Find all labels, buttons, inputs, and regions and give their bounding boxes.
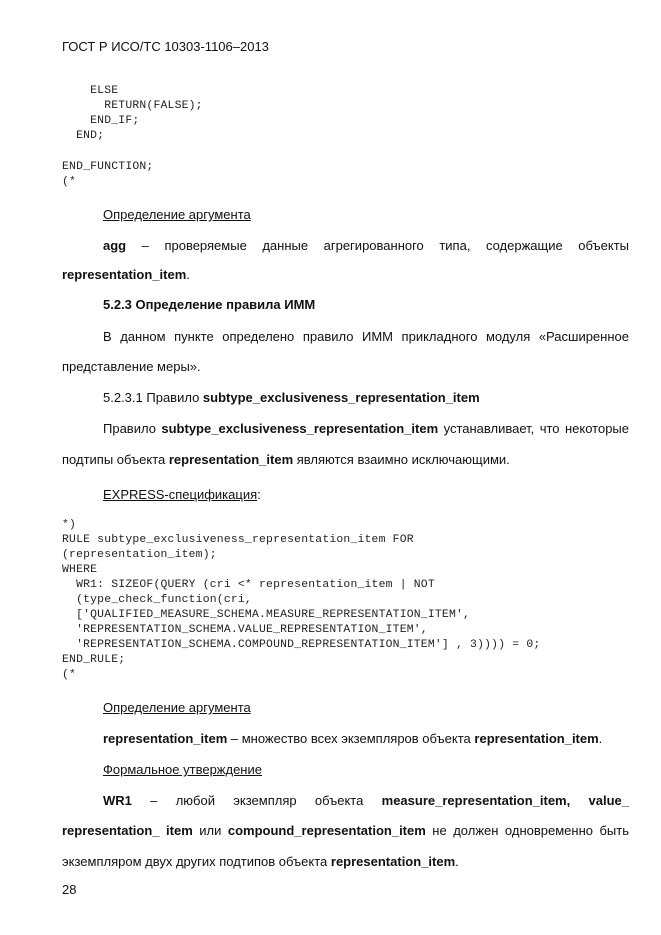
argument-definition-continuation (62, 267, 190, 282)
punctuation: . (598, 731, 603, 746)
term-compound-representation-item: compound_representation_item (227, 823, 426, 838)
code-line: *) (62, 519, 77, 531)
code-line: (representation_item); (62, 549, 217, 561)
term-representation-item: representation_item (103, 731, 228, 746)
section-text-line: представление меры». (62, 359, 201, 374)
rule-heading-5-2-3-1 (103, 390, 480, 405)
rule-text-line (103, 421, 629, 436)
term-wr1: WR1 (103, 793, 132, 808)
page-number: 28 (62, 882, 77, 897)
code-line: ['QUALIFIED_MEASURE_SCHEMA.MEASURE_REPRESENTATION_ITEM', (62, 609, 471, 621)
code-line: (* (62, 176, 77, 188)
term-representation-item: representation_ item (62, 823, 193, 838)
word: объекта (314, 793, 364, 808)
rule-name: subtype_exclusiveness_representation_item (202, 390, 480, 405)
text: или (192, 823, 228, 838)
code-line: END_FUNCTION; (62, 161, 154, 173)
code-line: ELSE (62, 85, 119, 97)
term-representation-item: representation_item (330, 854, 456, 869)
argument-definition-text (103, 238, 629, 253)
express-heading-text: EXPRESS-спецификация (103, 487, 258, 502)
code-line: RETURN(FALSE); (62, 100, 203, 112)
code-line: END; (62, 130, 105, 142)
term-representation-item: representation_item (474, 731, 599, 746)
formal-proposition-line (103, 793, 629, 808)
code-line: (type_check_function(cri, (62, 594, 252, 606)
section-heading-5-2-3: 5.2.3 Определение правила ИММ (103, 297, 316, 312)
definition-text: – проверяемые данные агрегированного типа, содержащие объекты (126, 238, 629, 253)
document-header: ГОСТ Р ИСО/ТС 10303-1106–2013 (62, 39, 269, 54)
text: экземпляром двух других подтипов объекта (62, 854, 331, 869)
section-text-line: В данном пункте определено правило ИММ прикладного модуля «Расширенное (103, 329, 629, 344)
term-agg: agg (103, 238, 127, 253)
word: любой (175, 793, 215, 808)
punctuation: : (257, 487, 261, 502)
term-measure-representation-item: measure_representation_item, (381, 793, 571, 808)
word: экземпляр (233, 793, 297, 808)
code-line: END_RULE; (62, 654, 126, 666)
term-value: value_ (588, 793, 629, 808)
formal-proposition-line (62, 854, 459, 869)
text: подтипы объекта (62, 452, 169, 467)
punctuation: . (186, 267, 190, 282)
text: являются взаимно исключающими. (293, 452, 510, 467)
rule-heading-prefix: 5.2.3.1 Правило (103, 390, 203, 405)
punctuation: . (455, 854, 459, 869)
term-representation-item: representation_item (168, 452, 294, 467)
code-line: (* (62, 669, 77, 681)
rule-text-line (62, 452, 510, 467)
code-line: WHERE (62, 564, 98, 576)
text: не должен одновременно быть (425, 823, 630, 838)
formal-proposition-line (62, 823, 629, 838)
code-line: RULE subtype_exclusiveness_representation_item FOR (62, 534, 414, 546)
text: Правило (103, 421, 162, 436)
argument-definition-heading: Определение аргумента (103, 700, 251, 715)
definition-text: – множество всех экземпляров объекта (227, 731, 475, 746)
text: устанавливает, что некоторые (438, 421, 629, 436)
dash: – (150, 793, 158, 808)
argument-definition-text (103, 731, 602, 746)
formal-proposition-heading: Формальное утверждение (103, 762, 262, 777)
express-specification-heading (103, 487, 261, 502)
code-line: WR1: SIZEOF(QUERY (cri <* representation_item | NOT (62, 579, 435, 591)
code-line: END_IF; (62, 115, 140, 127)
code-line: 'REPRESENTATION_SCHEMA.VALUE_REPRESENTATION_ITEM', (62, 624, 428, 636)
argument-definition-heading: Определение аргумента (103, 207, 251, 222)
code-line: 'REPRESENTATION_SCHEMA.COMPOUND_REPRESENTATION_ITEM'] , 3)))) = 0; (62, 639, 541, 651)
term-representation-item: representation_item (62, 267, 187, 282)
rule-name: subtype_exclusiveness_representation_item (161, 421, 439, 436)
